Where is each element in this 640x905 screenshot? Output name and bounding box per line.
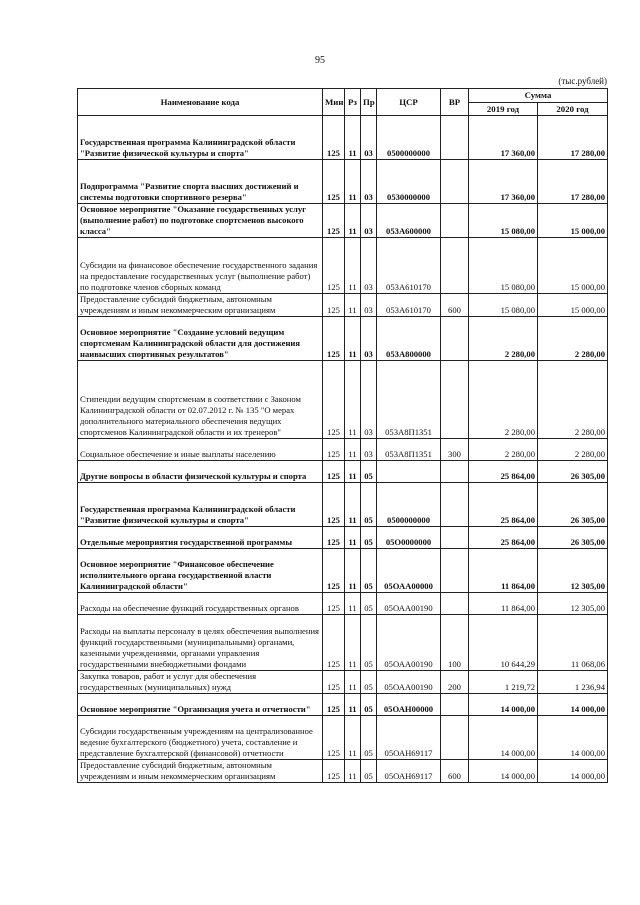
header-vr: ВР [441, 89, 469, 116]
cell-pr: 03 [361, 116, 377, 160]
cell-vr: 300 [441, 439, 469, 461]
cell-name: Расходы на выплаты персоналу в целях обеспечения выполнения функций государственными (муниципальными) органами, казенными учреждениями, органами управления государственными внебюджетными фондами [78, 615, 323, 671]
cell-csr: 05ОАА00190 [377, 615, 441, 671]
page-number: 95 [315, 55, 325, 66]
cell-name: Государственная программа Калининградской области "Развитие физической культуры и спорта" [78, 116, 323, 160]
cell-2020: 14 000,00 [538, 760, 608, 783]
table-row [78, 361, 608, 439]
cell-rz: 11 [345, 483, 361, 527]
cell-pr: 05 [361, 694, 377, 716]
cell-vr [441, 527, 469, 549]
cell-rz: 11 [345, 760, 361, 783]
cell-name: Основное мероприятие "Организация учета и отчетности" [78, 694, 323, 716]
cell-rz: 11 [345, 549, 361, 593]
cell-2020: 11 068,06 [538, 615, 608, 671]
cell-2020: 2 280,00 [538, 439, 608, 461]
cell-min: 125 [323, 461, 345, 483]
cell-rz: 11 [345, 593, 361, 615]
cell-2019: 2 280,00 [469, 361, 538, 439]
cell-name: Закупка товаров, работ и услуг для обеспечения государственных (муниципальных) нужд [78, 671, 323, 694]
cell-csr: 053А610170 [377, 294, 441, 317]
cell-rz: 11 [345, 461, 361, 483]
cell-name: Основное мероприятие "Оказание государственных услуг (выполнение работ) по подготовке спортсменов высокого класса" [78, 204, 323, 238]
header-sum: Сумма [469, 89, 608, 103]
cell-csr: 05ОАН69117 [377, 760, 441, 783]
cell-csr: 05ОАА00190 [377, 593, 441, 615]
table-row [78, 294, 608, 317]
table-row [78, 549, 608, 593]
cell-pr: 05 [361, 615, 377, 671]
table-row [78, 317, 608, 361]
table-row [78, 483, 608, 527]
header-csr: ЦСР [377, 89, 441, 116]
cell-min: 125 [323, 593, 345, 615]
cell-2019: 10 644,29 [469, 615, 538, 671]
cell-csr: 0500000000 [377, 483, 441, 527]
cell-csr: 0500000000 [377, 116, 441, 160]
cell-csr: 05О0000000 [377, 527, 441, 549]
cell-min: 125 [323, 615, 345, 671]
cell-name: Социальное обеспечение и иные выплаты населению [78, 439, 323, 461]
table-row [78, 204, 608, 238]
cell-2019: 25 864,00 [469, 461, 538, 483]
cell-2020: 15 000,00 [538, 294, 608, 317]
cell-vr [441, 361, 469, 439]
cell-2020: 26 305,00 [538, 483, 608, 527]
table-body [78, 116, 608, 783]
cell-vr [441, 160, 469, 204]
cell-pr: 03 [361, 294, 377, 317]
cell-csr: 05ОАН00000 [377, 694, 441, 716]
cell-name: Отдельные мероприятия государственной программы [78, 527, 323, 549]
header-min: Мин [323, 89, 345, 116]
table-row [78, 615, 608, 671]
cell-vr [441, 116, 469, 160]
cell-min: 125 [323, 160, 345, 204]
cell-min: 125 [323, 716, 345, 760]
budget-table [77, 88, 608, 783]
cell-pr: 05 [361, 671, 377, 694]
cell-csr: 05ОАА00000 [377, 549, 441, 593]
cell-name: Подпрограмма "Развитие спорта высших достижений и системы подготовки спортивного резерва" [78, 160, 323, 204]
cell-min: 125 [323, 483, 345, 527]
cell-csr: 053А8П1351 [377, 439, 441, 461]
cell-2019: 2 280,00 [469, 439, 538, 461]
cell-rz: 11 [345, 317, 361, 361]
cell-vr [441, 549, 469, 593]
cell-2019: 14 000,00 [469, 760, 538, 783]
cell-2019: 15 080,00 [469, 294, 538, 317]
cell-rz: 11 [345, 615, 361, 671]
cell-csr: 053А610170 [377, 238, 441, 294]
cell-2020: 15 000,00 [538, 238, 608, 294]
cell-2020: 26 305,00 [538, 461, 608, 483]
cell-min: 125 [323, 527, 345, 549]
units-label: (тыс.рублей) [558, 76, 607, 86]
cell-rz: 11 [345, 361, 361, 439]
cell-2019: 17 360,00 [469, 116, 538, 160]
cell-rz: 11 [345, 238, 361, 294]
cell-min: 125 [323, 671, 345, 694]
cell-pr: 03 [361, 204, 377, 238]
cell-2019: 15 080,00 [469, 204, 538, 238]
cell-2019: 17 360,00 [469, 160, 538, 204]
cell-vr [441, 483, 469, 527]
table-row [78, 671, 608, 694]
cell-2020: 15 000,00 [538, 204, 608, 238]
cell-2020: 26 305,00 [538, 527, 608, 549]
cell-csr: 0530000000 [377, 160, 441, 204]
cell-rz: 11 [345, 716, 361, 760]
header-pr: Пр [361, 89, 377, 116]
cell-vr [441, 716, 469, 760]
cell-vr: 100 [441, 615, 469, 671]
cell-2020: 14 000,00 [538, 716, 608, 760]
cell-vr [441, 461, 469, 483]
cell-rz: 11 [345, 671, 361, 694]
table-row [78, 238, 608, 294]
cell-pr: 05 [361, 461, 377, 483]
cell-2019: 11 864,00 [469, 593, 538, 615]
cell-name: Субсидии государственным учреждениям на централизованное ведение бухгалтерского (бюджетного) учета, составление и представление бухгалтерской (финансовой) отчетности [78, 716, 323, 760]
cell-csr: 05ОАН69117 [377, 716, 441, 760]
cell-name: Стипендии ведущим спортсменам в соответствии с Законом Калининградской области от 02.07.2012 г. № 135 "О мерах дополнительного материального обеспечения ведущих спортсменов Калининградской области и их тренеров" [78, 361, 323, 439]
cell-rz: 11 [345, 439, 361, 461]
cell-2020: 17 280,00 [538, 116, 608, 160]
cell-2019: 14 000,00 [469, 716, 538, 760]
cell-vr [441, 238, 469, 294]
table-row [78, 160, 608, 204]
cell-2019: 14 000,00 [469, 694, 538, 716]
cell-pr: 03 [361, 361, 377, 439]
cell-pr: 05 [361, 716, 377, 760]
cell-min: 125 [323, 361, 345, 439]
cell-name: Другие вопросы в области физической культуры и спорта [78, 461, 323, 483]
cell-pr: 05 [361, 483, 377, 527]
cell-min: 125 [323, 439, 345, 461]
cell-vr: 600 [441, 294, 469, 317]
cell-vr: 600 [441, 760, 469, 783]
cell-2019: 11 864,00 [469, 549, 538, 593]
cell-min: 125 [323, 549, 345, 593]
cell-pr: 03 [361, 238, 377, 294]
table-row [78, 527, 608, 549]
cell-name: Субсидии на финансовое обеспечение государственного задания на предоставление государственных услуг (выполнение работ) по подготовке членов сборных команд [78, 238, 323, 294]
cell-name: Предоставление субсидий бюджетным, автономным учреждениям и иным некоммерческим организациям [78, 760, 323, 783]
cell-csr: 053А8П1351 [377, 361, 441, 439]
table-row [78, 439, 608, 461]
cell-vr [441, 317, 469, 361]
cell-pr: 05 [361, 527, 377, 549]
cell-min: 125 [323, 294, 345, 317]
cell-name: Предоставление субсидий бюджетным, автономным учреждениям и иным некоммерческим организациям [78, 294, 323, 317]
cell-2020: 2 280,00 [538, 317, 608, 361]
header-name: Наименование кода [78, 89, 323, 116]
cell-name: Основное мероприятие "Финансовое обеспечение исполнительного органа государственной власти Калининградской области" [78, 549, 323, 593]
cell-min: 125 [323, 760, 345, 783]
cell-min: 125 [323, 204, 345, 238]
cell-2019: 2 280,00 [469, 317, 538, 361]
table-row [78, 461, 608, 483]
cell-csr: 053А600000 [377, 204, 441, 238]
cell-rz: 11 [345, 116, 361, 160]
cell-name: Государственная программа Калининградской области "Развитие физической культуры и спорта" [78, 483, 323, 527]
cell-rz: 11 [345, 527, 361, 549]
cell-csr: 053А800000 [377, 317, 441, 361]
cell-pr: 03 [361, 439, 377, 461]
cell-pr: 03 [361, 317, 377, 361]
cell-vr [441, 204, 469, 238]
cell-2020: 12 305,00 [538, 593, 608, 615]
cell-csr [377, 461, 441, 483]
table-row [78, 716, 608, 760]
table-row [78, 694, 608, 716]
cell-min: 125 [323, 238, 345, 294]
cell-rz: 11 [345, 204, 361, 238]
cell-2019: 1 219,72 [469, 671, 538, 694]
cell-2020: 12 305,00 [538, 549, 608, 593]
cell-2019: 25 864,00 [469, 483, 538, 527]
header-rz: Рз [345, 89, 361, 116]
cell-rz: 11 [345, 160, 361, 204]
cell-name: Основное мероприятие "Создание условий ведущим спортсменам Калининградской области для достижения наивысших спортивных результатов" [78, 317, 323, 361]
cell-2020: 17 280,00 [538, 160, 608, 204]
cell-csr: 05ОАА00190 [377, 671, 441, 694]
cell-2020: 1 236,94 [538, 671, 608, 694]
cell-rz: 11 [345, 694, 361, 716]
cell-pr: 03 [361, 160, 377, 204]
cell-vr: 200 [441, 671, 469, 694]
cell-pr: 05 [361, 549, 377, 593]
cell-2019: 25 864,00 [469, 527, 538, 549]
cell-2019: 15 080,00 [469, 238, 538, 294]
cell-min: 125 [323, 317, 345, 361]
table-row [78, 593, 608, 615]
cell-rz: 11 [345, 294, 361, 317]
table-row [78, 760, 608, 783]
header-year-2020: 2020 год [538, 103, 608, 116]
cell-min: 125 [323, 694, 345, 716]
cell-vr [441, 593, 469, 615]
cell-vr [441, 694, 469, 716]
header-year-2019: 2019 год [469, 103, 538, 116]
cell-name: Расходы на обеспечение функций государственных органов [78, 593, 323, 615]
cell-pr: 05 [361, 593, 377, 615]
cell-min: 125 [323, 116, 345, 160]
cell-pr: 05 [361, 760, 377, 783]
table-row [78, 116, 608, 160]
cell-2020: 14 000,00 [538, 694, 608, 716]
cell-2020: 2 280,00 [538, 361, 608, 439]
